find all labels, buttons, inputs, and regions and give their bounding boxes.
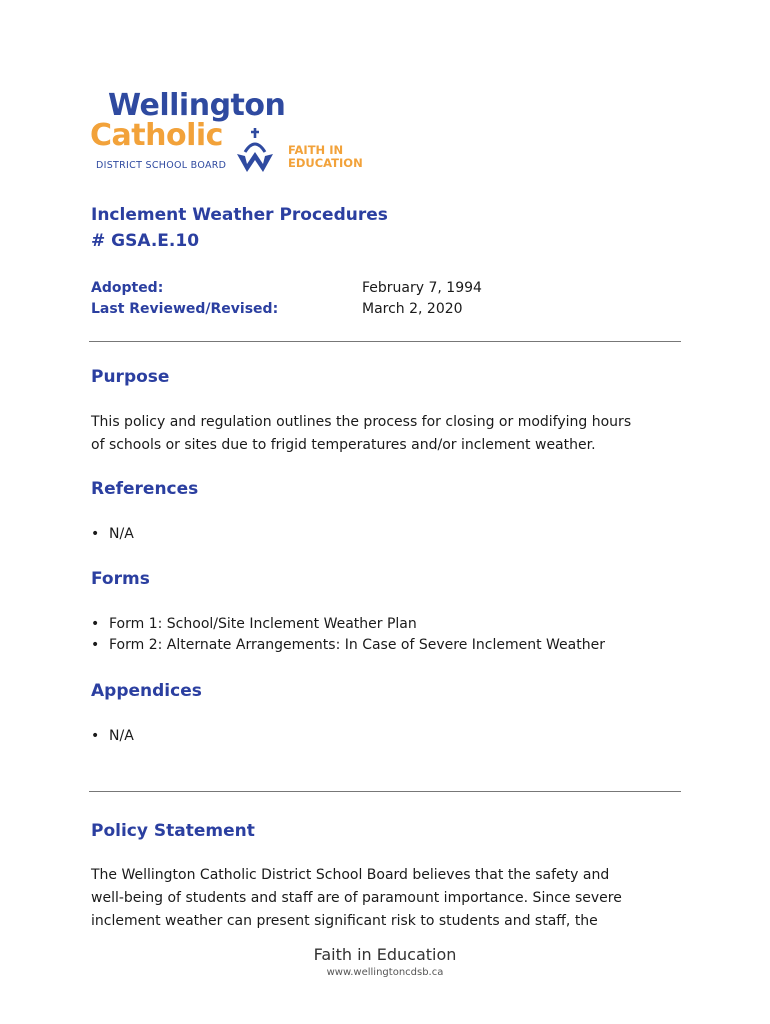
divider <box>89 341 681 342</box>
bullet-icon: • <box>91 637 100 653</box>
forms-heading: Forms <box>91 569 150 589</box>
purpose-line: This policy and regulation outlines the process for closing or modifying hours <box>91 414 632 430</box>
references-list <box>91 524 134 545</box>
logo-wellington-text: Wellington <box>108 88 286 123</box>
footer-website: www.wellingtoncdsb.ca <box>326 967 444 978</box>
policy-code: # GSA.E.10 <box>91 231 200 251</box>
reviewed-label: Last Reviewed/Revised: <box>91 301 279 317</box>
reference-item: N/A <box>109 526 134 542</box>
purpose-line: of schools or sites due to frigid temperatures and/or inclement weather. <box>91 437 596 453</box>
appendix-item: N/A <box>109 728 134 744</box>
policy-statement-text <box>91 864 691 933</box>
purpose-text <box>91 411 691 457</box>
logo-tagline-line2: EDUCATION <box>288 156 363 170</box>
bullet-icon: • <box>91 728 100 744</box>
list-item <box>91 726 134 747</box>
logo-tagline-line1: FAITH IN <box>288 143 344 157</box>
appendices-heading: Appendices <box>91 681 202 701</box>
title-text: Inclement Weather Procedures <box>91 205 388 225</box>
policy-line: well-being of students and staff are of paramount importance. Since severe <box>91 890 622 906</box>
form-item: Form 1: School/Site Inclement Weather Plan <box>109 616 417 632</box>
list-item <box>91 635 605 656</box>
policy-statement-heading: Policy Statement <box>91 821 255 841</box>
adopted-date: February 7, 1994 <box>362 280 482 296</box>
bullet-icon: • <box>91 616 100 632</box>
appendices-list <box>91 726 134 747</box>
reviewed-date: March 2, 2020 <box>362 301 463 317</box>
adopted-label: Adopted: <box>91 280 164 296</box>
references-heading: References <box>91 479 199 499</box>
bullet-icon: • <box>91 526 100 542</box>
purpose-heading: Purpose <box>91 367 170 387</box>
policy-line: inclement weather can present significant risk to students and staff, the <box>91 913 598 929</box>
logo-board-text: DISTRICT SCHOOL BOARD <box>96 160 227 171</box>
logo-catholic-text: Catholic <box>90 118 223 153</box>
footer-motto: Faith in Education <box>313 945 457 964</box>
document-title <box>91 202 388 254</box>
list-item <box>91 524 134 545</box>
list-item <box>91 614 605 635</box>
policy-line: The Wellington Catholic District School Board believes that the safety and <box>91 867 610 883</box>
board-logo <box>90 88 380 180</box>
church-emblem-icon <box>235 126 275 174</box>
divider <box>89 791 681 792</box>
forms-list <box>91 614 605 656</box>
form-item: Form 2: Alternate Arrangements: In Case of Severe Inclement Weather <box>109 637 605 653</box>
page-footer <box>0 944 770 980</box>
logo-tagline <box>288 144 363 170</box>
